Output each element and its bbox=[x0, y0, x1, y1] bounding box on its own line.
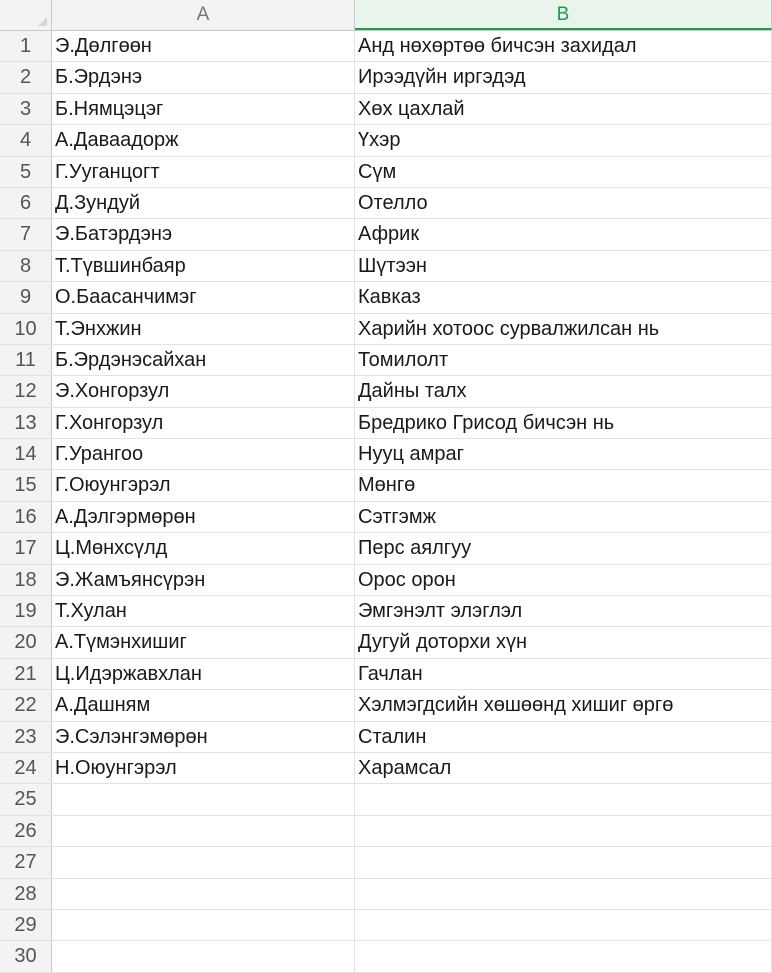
cell-a[interactable]: Б.Нямцэцэг bbox=[52, 94, 355, 124]
table-row bbox=[0, 941, 772, 972]
cell-b[interactable]: Отелло bbox=[355, 188, 772, 218]
cell-a[interactable]: Т.Түвшинбаяр bbox=[52, 251, 355, 281]
cell-a[interactable] bbox=[52, 941, 355, 971]
table-row bbox=[0, 408, 772, 439]
table-row bbox=[0, 784, 772, 815]
row-number[interactable]: 2 bbox=[0, 62, 52, 92]
row-number[interactable]: 25 bbox=[0, 784, 52, 814]
cell-b[interactable]: Сүм bbox=[355, 157, 772, 187]
cell-a[interactable] bbox=[52, 879, 355, 909]
row-number[interactable]: 5 bbox=[0, 157, 52, 187]
row-number[interactable]: 3 bbox=[0, 94, 52, 124]
table-row bbox=[0, 659, 772, 690]
row-number[interactable]: 12 bbox=[0, 376, 52, 406]
cell-b[interactable]: Харамсал bbox=[355, 753, 772, 783]
table-row bbox=[0, 879, 772, 910]
cell-a[interactable]: Э.Батэрдэнэ bbox=[52, 219, 355, 249]
cell-a[interactable]: О.Баасанчимэг bbox=[52, 282, 355, 312]
cell-a[interactable]: Д.Зундуй bbox=[52, 188, 355, 218]
table-row bbox=[0, 690, 772, 721]
cell-a[interactable]: Г.Урангоо bbox=[52, 439, 355, 469]
row-number[interactable]: 22 bbox=[0, 690, 52, 720]
cell-b[interactable]: Мөнгө bbox=[355, 470, 772, 500]
cell-b[interactable]: Томилолт bbox=[355, 345, 772, 375]
row-number[interactable]: 26 bbox=[0, 816, 52, 846]
cell-b[interactable]: Сэтгэмж bbox=[355, 502, 772, 532]
cell-b[interactable]: Дугуй доторхи хүн bbox=[355, 627, 772, 657]
row-number[interactable]: 1 bbox=[0, 31, 52, 61]
row-number[interactable]: 10 bbox=[0, 314, 52, 344]
row-number[interactable]: 15 bbox=[0, 470, 52, 500]
column-header-a[interactable]: A bbox=[52, 0, 355, 30]
table-row bbox=[0, 753, 772, 784]
cell-b[interactable]: Шүтээн bbox=[355, 251, 772, 281]
row-number[interactable]: 28 bbox=[0, 879, 52, 909]
table-row bbox=[0, 345, 772, 376]
cell-b[interactable]: Хэлмэгдсийн хөшөөнд хишиг өргө bbox=[355, 690, 772, 720]
table-row bbox=[0, 251, 772, 282]
cell-a[interactable]: Э.Хонгорзул bbox=[52, 376, 355, 406]
table-row bbox=[0, 847, 772, 878]
cell-b[interactable] bbox=[355, 816, 772, 846]
cell-b[interactable]: Сталин bbox=[355, 722, 772, 752]
column-header-b[interactable]: B bbox=[355, 0, 772, 30]
cell-b[interactable]: Гачлан bbox=[355, 659, 772, 689]
cell-b[interactable] bbox=[355, 879, 772, 909]
table-row bbox=[0, 722, 772, 753]
table-row bbox=[0, 565, 772, 596]
cell-a[interactable]: А.Дашням bbox=[52, 690, 355, 720]
column-header-bar bbox=[0, 0, 772, 31]
table-row bbox=[0, 376, 772, 407]
table-row bbox=[0, 219, 772, 250]
cell-a[interactable]: Э.Сэлэнгэмөрөн bbox=[52, 722, 355, 752]
cell-a[interactable]: Э.Жамъянсүрэн bbox=[52, 565, 355, 595]
row-number[interactable]: 11 bbox=[0, 345, 52, 375]
table-row bbox=[0, 910, 772, 941]
table-row bbox=[0, 596, 772, 627]
cell-b[interactable]: Нууц амраг bbox=[355, 439, 772, 469]
cell-b[interactable]: Ирээдүйн иргэдэд bbox=[355, 62, 772, 92]
cell-a[interactable]: Ц.Мөнхсүлд bbox=[52, 533, 355, 563]
row-number[interactable]: 30 bbox=[0, 941, 52, 971]
cell-a[interactable]: Г.Ууганцогт bbox=[52, 157, 355, 187]
cell-a[interactable]: А.Түмэнхишиг bbox=[52, 627, 355, 657]
table-row bbox=[0, 31, 772, 62]
row-number[interactable]: 16 bbox=[0, 502, 52, 532]
cell-a[interactable] bbox=[52, 816, 355, 846]
row-number[interactable]: 29 bbox=[0, 910, 52, 940]
table-row bbox=[0, 188, 772, 219]
cell-a[interactable]: Г.Хонгорзул bbox=[52, 408, 355, 438]
cell-a[interactable]: Э.Дөлгөөн bbox=[52, 31, 355, 61]
row-number[interactable]: 17 bbox=[0, 533, 52, 563]
cell-a[interactable] bbox=[52, 784, 355, 814]
cell-b[interactable]: Африк bbox=[355, 219, 772, 249]
row-number[interactable]: 19 bbox=[0, 596, 52, 626]
row-number[interactable]: 4 bbox=[0, 125, 52, 155]
cell-b[interactable]: Орос орон bbox=[355, 565, 772, 595]
row-number[interactable]: 23 bbox=[0, 722, 52, 752]
table-row bbox=[0, 157, 772, 188]
cell-b[interactable] bbox=[355, 910, 772, 940]
cell-b[interactable]: Анд нөхөртөө бичсэн захидал bbox=[355, 31, 772, 61]
grid-rows bbox=[0, 31, 772, 973]
row-number[interactable]: 8 bbox=[0, 251, 52, 281]
table-row bbox=[0, 282, 772, 313]
cell-b[interactable]: Харийн хотоос сурвалжилсан нь bbox=[355, 314, 772, 344]
cell-a[interactable] bbox=[52, 910, 355, 940]
cell-a[interactable]: Т.Хулан bbox=[52, 596, 355, 626]
cell-a[interactable]: Б.Эрдэнэсайхан bbox=[52, 345, 355, 375]
cell-a[interactable]: Б.Эрдэнэ bbox=[52, 62, 355, 92]
row-number[interactable]: 21 bbox=[0, 659, 52, 689]
table-row bbox=[0, 816, 772, 847]
table-row bbox=[0, 470, 772, 501]
cell-b[interactable]: Бредрико Грисод бичсэн нь bbox=[355, 408, 772, 438]
cell-a[interactable]: А.Дэлгэрмөрөн bbox=[52, 502, 355, 532]
table-row bbox=[0, 125, 772, 156]
table-row bbox=[0, 439, 772, 470]
cell-b[interactable]: Перс аялгуу bbox=[355, 533, 772, 563]
cell-b[interactable]: Кавказ bbox=[355, 282, 772, 312]
cell-a[interactable]: Ц.Идэржавхлан bbox=[52, 659, 355, 689]
table-row bbox=[0, 94, 772, 125]
cell-a[interactable]: А.Даваадорж bbox=[52, 125, 355, 155]
row-number[interactable]: 9 bbox=[0, 282, 52, 312]
row-number[interactable]: 24 bbox=[0, 753, 52, 783]
cell-b[interactable] bbox=[355, 784, 772, 814]
cell-b[interactable] bbox=[355, 847, 772, 877]
row-number[interactable]: 18 bbox=[0, 565, 52, 595]
select-all-corner[interactable] bbox=[0, 0, 52, 30]
cell-a[interactable]: Н.Оюунгэрэл bbox=[52, 753, 355, 783]
row-number[interactable]: 20 bbox=[0, 627, 52, 657]
cell-b[interactable]: Үхэр bbox=[355, 125, 772, 155]
cell-b[interactable]: Дайны талх bbox=[355, 376, 772, 406]
cell-a[interactable]: Т.Энхжин bbox=[52, 314, 355, 344]
table-row bbox=[0, 502, 772, 533]
row-number[interactable]: 27 bbox=[0, 847, 52, 877]
cell-b[interactable]: Хөх цахлай bbox=[355, 94, 772, 124]
cell-b[interactable] bbox=[355, 941, 772, 971]
row-number[interactable]: 6 bbox=[0, 188, 52, 218]
cell-a[interactable]: Г.Оюунгэрэл bbox=[52, 470, 355, 500]
table-row bbox=[0, 533, 772, 564]
row-number[interactable]: 7 bbox=[0, 219, 52, 249]
cell-b[interactable]: Эмгэнэлт элэглэл bbox=[355, 596, 772, 626]
table-row bbox=[0, 314, 772, 345]
cell-a[interactable] bbox=[52, 847, 355, 877]
table-row bbox=[0, 62, 772, 93]
row-number[interactable]: 14 bbox=[0, 439, 52, 469]
row-number[interactable]: 13 bbox=[0, 408, 52, 438]
table-row bbox=[0, 627, 772, 658]
